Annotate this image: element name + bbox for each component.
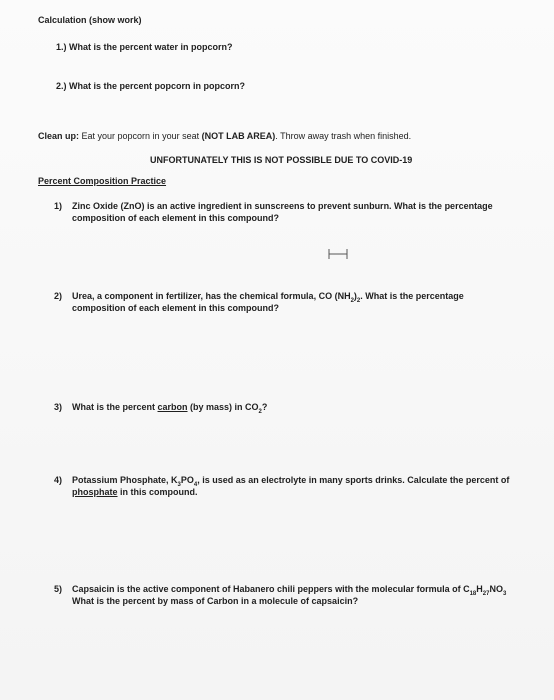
practice-question-2: [54, 290, 464, 314]
practice-q5-line1-b: H: [476, 584, 483, 594]
calc-q1-number: 1.): [56, 42, 67, 52]
practice-q1-number: 1): [54, 201, 63, 211]
practice-q4-line1-a: Potassium Phosphate, K: [72, 475, 178, 485]
practice-q4-sub1: 3: [177, 481, 181, 488]
text-cursor-icon: [327, 248, 349, 260]
practice-q2-number: 2): [54, 291, 63, 301]
practice-q2-sub1: 2: [350, 297, 354, 304]
practice-q3-sub: 2: [258, 408, 262, 415]
practice-q3-text-a: What is the percent: [72, 402, 158, 412]
practice-q1-line1: Zinc Oxide (ZnO) is an active ingredient in sunscreens to prevent sunburn. What is the percentage: [72, 201, 493, 211]
practice-q5-line1-a: Capsaicin is the active component of Habanero chili peppers with the molecular formula of C: [72, 584, 470, 594]
practice-q2-line1-b: ): [353, 291, 357, 301]
practice-q2-line1-a: Urea, a component in fertilizer, has the chemical formula, CO (NH: [72, 291, 351, 301]
practice-q4-sub2: 4: [193, 481, 198, 488]
practice-q4-underlined: phosphate: [72, 487, 118, 498]
practice-q1-line2: composition of each element in this compound?: [72, 213, 280, 224]
practice-q2-line1-c: . What is the percentage: [360, 291, 464, 301]
practice-q2-sub2: 2: [356, 297, 361, 304]
cleanup-label: Clean up:: [38, 131, 80, 141]
practice-q5-number: 5): [54, 584, 63, 594]
calculation-heading: Calculation (show work): [38, 15, 142, 25]
cleanup-bold-part: (NOT LAB AREA): [201, 131, 276, 141]
practice-question-3: [54, 401, 267, 413]
practice-q3-underlined: carbon: [157, 402, 188, 412]
practice-q4-line1-b: PO: [180, 475, 194, 485]
practice-q3-text-b: (by mass) in CO: [187, 402, 259, 412]
practice-q3-text-c: ?: [261, 402, 268, 412]
practice-question-4: [54, 474, 509, 498]
calc-q2-number: 2.): [56, 81, 67, 91]
practice-question-1: [54, 200, 493, 224]
practice-q2-line2: composition of each element in this compound?: [72, 303, 280, 314]
practice-q4-number: 4): [54, 475, 63, 485]
practice-q5-sub3: 3: [502, 590, 507, 597]
calc-question-1: [56, 41, 233, 53]
practice-q5-sub1: 18: [469, 590, 477, 597]
practice-q4-line1-c: , is used as an electrolyte in many sports drinks. Calculate the percent of: [197, 475, 510, 485]
cleanup-text-after: . Throw away trash when finished.: [275, 131, 412, 141]
practice-q5-line2: What is the percent by mass of Carbon in a molecule of capsaicin?: [72, 596, 359, 607]
practice-q3-number: 3): [54, 402, 63, 412]
calc-q1-text: What is the percent water in popcorn?: [69, 42, 233, 52]
practice-q5-sub2: 27: [482, 590, 490, 597]
practice-q4-line2-b: in this compound.: [117, 487, 198, 498]
practice-heading: Percent Composition Practice: [38, 176, 167, 186]
covid-notice: UNFORTUNATELY THIS IS NOT POSSIBLE DUE TO COVID-19: [150, 155, 413, 165]
practice-q5-line1-c: NO: [489, 584, 503, 594]
calc-question-2: [56, 80, 245, 92]
practice-question-5: [54, 583, 506, 607]
calc-q2-text: What is the percent popcorn in popcorn?: [69, 81, 246, 91]
cleanup-text-before: Eat your popcorn in your seat: [79, 131, 202, 141]
cleanup-instructions: [38, 130, 411, 142]
